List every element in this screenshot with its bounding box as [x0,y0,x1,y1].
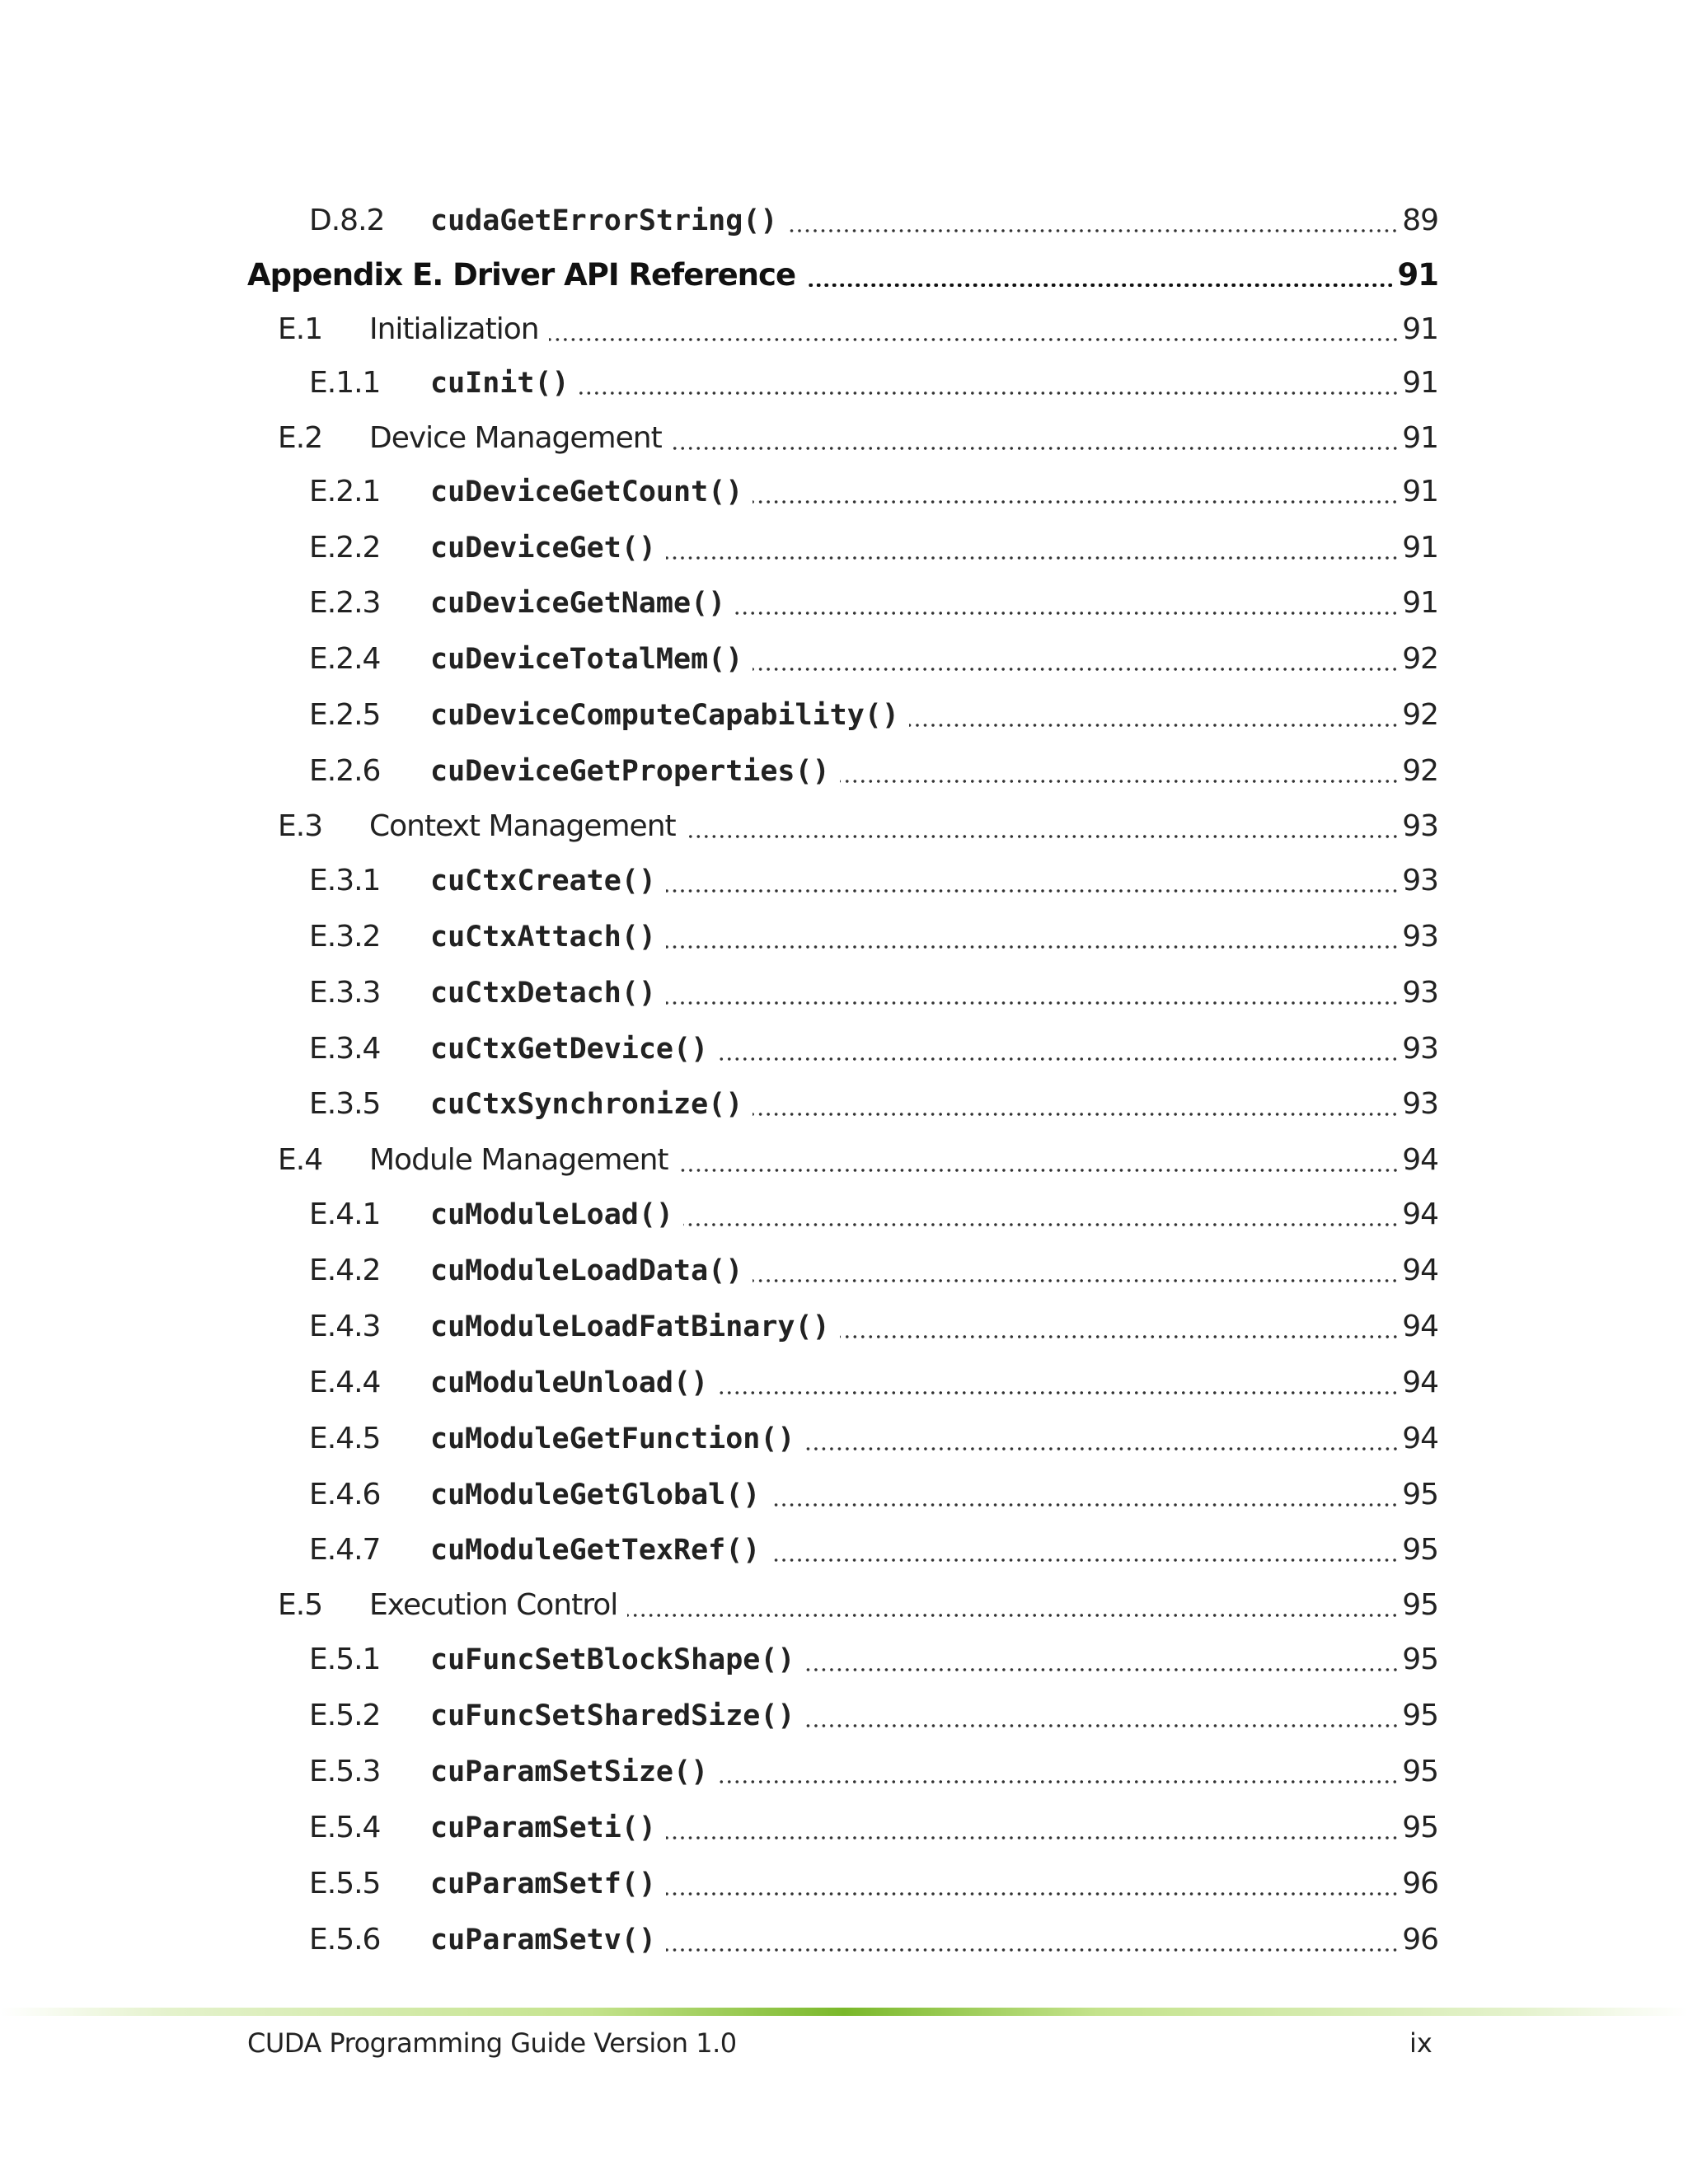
toc-entry-page: 91 [1397,257,1438,293]
toc-entry-title: Module Management [369,1143,668,1177]
toc-entry-title: cuParamSetSize() [430,1755,709,1788]
toc-entry-page: 94 [1402,1254,1438,1287]
toc-entry-e-3-4[interactable] [0,1026,1688,1072]
toc-entry-number: E.4 [278,1143,323,1177]
toc-entry-page: 95 [1402,1643,1438,1676]
toc-entry-title: cuModuleGetFunction() [430,1422,795,1455]
toc-entry-page: 95 [1402,1588,1438,1622]
dot-leader [909,692,1399,738]
dot-leader [787,198,1399,244]
toc-entry-e-4-5[interactable] [0,1416,1688,1462]
toc-entry-title: Initialization [369,312,539,346]
toc-entry-page: 93 [1402,1032,1438,1066]
toc-entry-page: 95 [1402,1755,1438,1788]
toc-entry-e-4-3[interactable] [0,1304,1688,1350]
toc-entry-title: cuModuleLoadFatBinary() [430,1310,830,1343]
toc-entry-e-4-1[interactable] [0,1192,1688,1238]
toc-entry-number: E.5.6 [309,1923,381,1957]
toc-entry-number: E.4.2 [309,1254,381,1287]
toc-entry-page: 94 [1402,1422,1438,1455]
dot-leader [666,525,1399,571]
toc-entry-number: E.2 [278,421,323,455]
toc-entry-e-2[interactable] [0,415,1688,462]
dot-leader [805,1693,1400,1739]
toc-entry-e-2-4[interactable] [0,636,1688,682]
toc-entry-title: cuParamSetv() [430,1924,656,1957]
toc-entry-page: 94 [1402,1366,1438,1399]
toc-entry-title: cuModuleUnload() [430,1366,709,1399]
dot-leader [753,1081,1399,1127]
toc-entry-title: cuModuleGetTexRef() [430,1534,761,1567]
toc-entry-e-4-4[interactable] [0,1360,1688,1406]
toc-entry-page: 93 [1402,1087,1438,1121]
dot-leader [666,1861,1399,1907]
toc-entry-title: cuDeviceTotalMem() [430,643,743,676]
toc-entry-title: Execution Control [369,1588,618,1622]
toc-entry-page: 91 [1402,312,1438,346]
toc-entry-number: E.5.4 [309,1811,381,1844]
toc-entry-number: E.3.4 [309,1032,381,1066]
toc-entry-e-5-5[interactable] [0,1861,1688,1907]
dot-leader [672,415,1399,462]
toc-entry-title: cuDeviceComputeCapability() [430,699,899,732]
toc-entry-number: E.4.3 [309,1310,381,1343]
toc-entry-page: 93 [1402,809,1438,843]
dot-leader [666,1805,1399,1851]
footer-page-number: ix [1409,2027,1432,2059]
toc-entry-e-5-4[interactable] [0,1805,1688,1851]
toc-entry-title: cuParamSetf() [430,1868,656,1900]
toc-entry-number: E.2.2 [309,531,381,565]
toc-entry-e-2-1[interactable] [0,469,1688,515]
toc-appendix-title: Appendix E. Driver API Reference [247,257,796,293]
toc-entry-title: cuModuleLoad() [430,1198,674,1231]
toc-entry-page: 91 [1402,586,1438,620]
dot-leader [549,307,1400,353]
toc-entry-page: 95 [1402,1699,1438,1732]
toc-entry-page: 89 [1402,204,1438,237]
toc-entry-title: cuFuncSetBlockShape() [430,1643,795,1676]
toc-entry-title: cuCtxAttach() [430,921,656,954]
dot-leader [753,469,1399,515]
toc-entry-title: Context Management [369,809,676,843]
toc-entry-number: E.4.4 [309,1366,381,1399]
dot-leader [683,1192,1399,1238]
dot-leader [753,636,1399,682]
toc-entry-title: cuParamSeti() [430,1811,656,1844]
toc-entry-page: 93 [1402,864,1438,898]
toc-entry-page: 93 [1402,920,1438,954]
toc-entry-title: cuCtxDetach() [430,977,656,1010]
footer-document-title: CUDA Programming Guide Version 1.0 [247,2027,737,2059]
toc-entry-page: 92 [1402,642,1438,676]
toc-entry-appendix-e[interactable] [0,252,1688,298]
dot-leader [840,748,1400,794]
dot-leader [770,1527,1399,1573]
toc-entry-page: 94 [1402,1143,1438,1177]
dot-leader [805,1637,1400,1683]
toc-entry-d-8-2[interactable] [0,198,1688,244]
dot-leader [627,1582,1399,1629]
toc-entry-e-4-6[interactable] [0,1472,1688,1518]
toc-entry-page: 91 [1402,421,1438,455]
toc-entry-number: E.1 [278,312,323,346]
dot-leader [718,1360,1399,1406]
dot-leader [770,1472,1399,1518]
toc-entry-title: cuInit() [430,367,570,400]
toc-entry-number: E.5.5 [309,1867,381,1900]
toc-entry-page: 94 [1402,1197,1438,1231]
toc-entry-number: E.4.7 [309,1533,381,1567]
toc-entry-title: cuFuncSetSharedSize() [430,1699,795,1732]
toc-entry-page: 95 [1402,1533,1438,1567]
toc-entry-e-5[interactable] [0,1582,1688,1629]
toc-entry-e-3[interactable] [0,804,1688,850]
dot-leader [753,1248,1399,1294]
toc-entry-e-5-6[interactable] [0,1917,1688,1963]
toc-entry-e-2-2[interactable] [0,525,1688,571]
toc-entry-number: E.5.2 [309,1699,381,1732]
toc-entry-title: cuDeviceGetName() [430,587,726,620]
dot-leader [686,804,1400,850]
toc-entry-e-3-5[interactable] [0,1081,1688,1127]
toc-entry-number: E.2.5 [309,698,381,732]
toc-entry-page: 91 [1402,366,1438,400]
toc-entry-title: cuDeviceGet() [430,532,656,565]
toc-entry-page: 94 [1402,1310,1438,1343]
dot-leader [678,1137,1400,1183]
dot-leader [805,252,1394,298]
dot-leader [718,1749,1399,1795]
toc-entry-title: cuCtxCreate() [430,865,656,898]
toc-entry-number: E.3 [278,809,323,843]
toc-entry-number: E.2.3 [309,586,381,620]
toc-entry-e-1[interactable] [0,307,1688,353]
toc-entry-number: D.8.2 [309,204,385,237]
toc-entry-e-5-3[interactable] [0,1749,1688,1795]
toc-entry-e-3-2[interactable] [0,914,1688,960]
toc-entry-e-5-1[interactable] [0,1637,1688,1683]
toc-entry-page: 95 [1402,1811,1438,1844]
toc-entry-title: cuDeviceGetProperties() [430,755,830,788]
toc-entry-e-1-1[interactable] [0,360,1688,406]
toc-entry-number: E.1.1 [309,366,381,400]
toc-entry-e-4-7[interactable] [0,1527,1688,1573]
toc-entry-number: E.3.2 [309,920,381,954]
toc-entry-number: E.3.3 [309,976,381,1010]
toc-entry-page: 91 [1402,531,1438,565]
toc-entry-page: 92 [1402,698,1438,732]
toc-entry-number: E.5.3 [309,1755,381,1788]
toc-entry-e-5-2[interactable] [0,1693,1688,1739]
toc-entry-page: 96 [1402,1923,1438,1957]
toc-entry-number: E.3.1 [309,864,381,898]
dot-leader [840,1304,1400,1350]
toc-entry-e-4[interactable] [0,1137,1688,1183]
toc-entry-number: E.2.4 [309,642,381,676]
dot-leader [666,1917,1399,1963]
footer-green-rule [0,2008,1688,2016]
toc-entry-number: E.5 [278,1588,323,1622]
toc-entry-e-2-6[interactable] [0,748,1688,794]
toc-entry-title: cuModuleLoadData() [430,1254,743,1287]
toc-entry-number: E.4.6 [309,1478,381,1511]
dot-leader [666,858,1399,904]
toc-entry-title: cudaGetErrorString() [430,204,778,237]
toc-entry-number: E.2.1 [309,475,381,509]
toc-entry-e-2-3[interactable] [0,580,1688,626]
toc-entry-e-2-5[interactable] [0,692,1688,738]
dot-leader [666,970,1399,1016]
toc-entry-page: 95 [1402,1478,1438,1511]
toc-entry-number: E.3.5 [309,1087,381,1121]
toc-entry-page: 92 [1402,754,1438,788]
dot-leader [718,1026,1399,1072]
toc-entry-page: 91 [1402,475,1438,509]
toc-entry-title: cuDeviceGetCount() [430,476,743,509]
toc-entry-number: E.4.1 [309,1197,381,1231]
dot-leader [579,360,1400,406]
dot-leader [805,1416,1400,1462]
toc-entry-title: cuCtxGetDevice() [430,1033,709,1066]
toc-entry-number: E.4.5 [309,1422,381,1455]
toc-entry-title: Device Management [369,421,662,455]
toc-entry-title: cuCtxSynchronize() [430,1088,743,1121]
dot-leader [666,914,1399,960]
toc-entry-title: cuModuleGetGlobal() [430,1479,761,1511]
toc-entry-page: 93 [1402,976,1438,1010]
toc-entry-e-4-2[interactable] [0,1248,1688,1294]
toc-entry-page: 96 [1402,1867,1438,1900]
dot-leader [735,580,1399,626]
toc-entry-e-3-1[interactable] [0,858,1688,904]
toc-entry-e-3-3[interactable] [0,970,1688,1016]
toc-entry-number: E.2.6 [309,754,381,788]
toc-entry-number: E.5.1 [309,1643,381,1676]
